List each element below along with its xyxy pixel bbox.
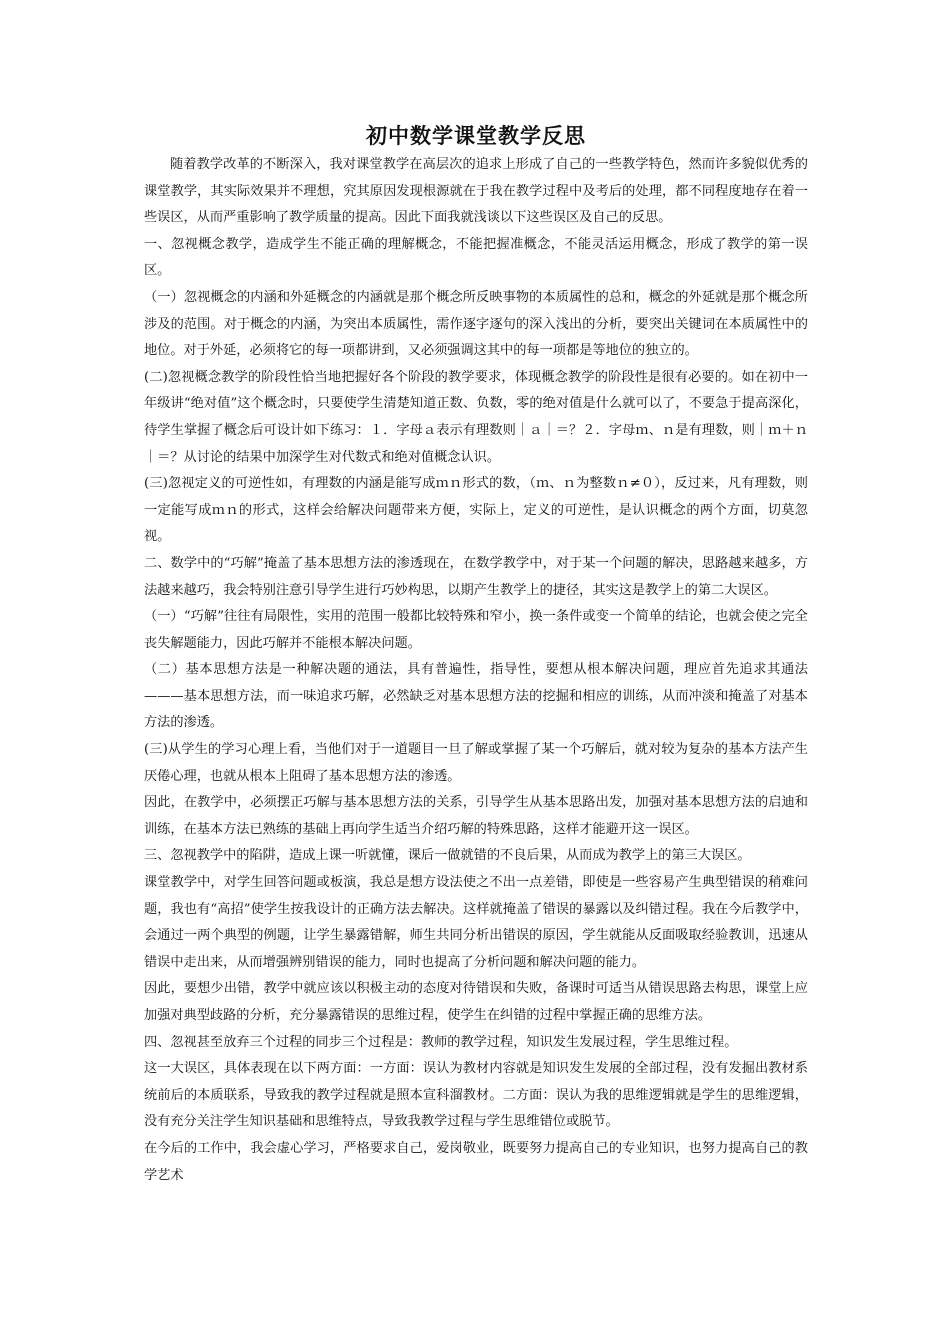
paragraph-1-3: (三)忽视定义的可逆性如，有理数的内涵是能写成ｍｎ形式的数，（ｍ、ｎ为整数ｎ≠０），反过来，凡有理数，则一定能写成ｍｎ的形式，这样会给解决问题带来方便，实际上，定义的可逆性，是认识概念的两个方面，切莫忽视。 [144, 476, 808, 545]
paragraph-2-3: (三)从学生的学习心理上看，当他们对于一道题目一旦了解或掌握了某一个巧解后，就对较为复杂的基本方法产生厌倦心理，也就从根本上阻碍了基本思想方法的渗透。 [144, 742, 808, 784]
paragraph-2-1: （一）“巧解”往往有局限性，实用的范围一般都比较特殊和窄小，换一条件或变一个简单的结论，也就会使之完全丧失解题能力，因此巧解并不能根本解决问题。 [144, 609, 808, 651]
paragraph-1-2: (二)忽视概念教学的阶段性恰当地把握好各个阶段的教学要求，体现概念教学的阶段性是很有必要的。如在初中一年级讲“绝对值”这个概念时，只要使学生清楚知道正数、负数，零的绝对值是什么就可以了，不要急于提高深化，待学生掌握了概念后可设计如下练习：１．字母ａ表示有理数则｜ａ｜＝？２．字母ｍ、ｎ是有理数，则｜ｍ＋ｎ｜＝？从讨论的结果中加深学生对代数式和绝对值概念认识。 [144, 369, 808, 465]
paragraph-3-conclusion: 因此，要想少出错，教学中就应该以积极主动的态度对待错误和失败，备课时可适当从错误思路去构思，课堂上应加强对典型歧路的分析，充分暴露错误的思维过程，使学生在纠错的过程中掌握正确的思维方法。 [144, 981, 808, 1023]
paragraph-4-1: 这一大误区，具体表现在以下两方面：一方面：误认为教材内容就是知识发生发展的全部过程，没有发掘出教材系统前后的本质联系，导致我的教学过程就是照本宣科溜教材。二方面：误认为我的思维逻辑就是学生的思维逻辑，没有充分关注学生知识基础和思维特点，导致我教学过程与学生思维错位或脱节。 [144, 1061, 808, 1130]
paragraph-section-2-heading: 二、数学中的“巧解”掩盖了基本思想方法的渗透现在，在数学教学中，对于某一个问题的解决，思路越来越多，方法越来越巧，我会特别注意引导学生进行巧妙构思，以期产生教学上的捷径，其实这是教学上的第二大误区。 [144, 555, 808, 598]
paragraph-1-1: （一）忽视概念的内涵和外延概念的内涵就是那个概念所反映事物的本质属性的总和，概念的外延就是那个概念所涉及的范围。对于概念的内涵，为突出本质属性，需作逐字逐句的深入浅出的分析，要突出关键词在本质属性中的地位。对于外延，必须将它的每一项都讲到，又必须强调这其中的每一项都是等地位的独立的。 [144, 289, 808, 359]
document-title: 初中数学课堂教学反思 [366, 124, 586, 148]
paragraph-intro: 随着教学改革的不断深入，我对课堂教学在高层次的追求上形成了自己的一些教学特色，然而许多貌似优秀的课堂教学，其实际效果并不理想，究其原因发现根源就在于我在教学过程中及考后的处理，都不同程度地存在着一些误区，从而严重影响了教学质量的提高。因此下面我就浅谈以下这些误区及自己的反思。 [144, 157, 808, 226]
paragraph-section-1-heading: 一、忽视概念教学，造成学生不能正确的理解概念，不能把握准概念，不能灵活运用概念，形成了教学的第一误区。 [144, 236, 808, 279]
document-body [144, 122, 808, 1189]
paragraph-section-4-heading: 四、忽视甚至放弃三个过程的同步三个过程是：教师的教学过程，知识发生发展过程，学生思维过程。 [144, 1034, 738, 1050]
paragraph-3-1: 课堂教学中，对学生回答问题或板演，我总是想方设法使之不出一点差错，即使是一些容易产生典型错误的稍难问题，我也有“高招”使学生按我设计的正确方法去解决。这样就掩盖了错误的暴露以及纠错过程。我在今后教学中，会通过一两个典型的例题，让学生暴露错解，师生共同分析出错误的原因，学生就能从反面吸取经验教训，迅速从错误中走出来，从而增强辨别错误的能力，同时也提高了分析问题和解决问题的能力。 [144, 875, 808, 970]
paragraph-2-conclusion: 因此，在教学中，必须摆正巧解与基本思想方法的关系，引导学生从基本思路出发，加强对基本思想方法的启迪和训练，在基本方法已熟练的基础上再向学生适当介绍巧解的特殊思路，这样才能避开这一误区。 [144, 795, 808, 837]
paragraph-section-3-heading: 三、忽视教学中的陷阱，造成上课一听就懂，课后一做就错的不良后果，从而成为教学上的第三大误区。 [144, 848, 751, 864]
paragraph-2-2: （二）基本思想方法是一种解决题的通法，具有普遍性，指导性，要想从根本解决问题，理应首先追求其通法———基本思想方法，而一味追求巧解，必然缺乏对基本思想方法的挖掘和相应的训练，从而冲淡和掩盖了对基本方法的渗透。 [144, 662, 808, 731]
paragraph-closing: 在今后的工作中，我会虚心学习，严格要求自己，爱岗敬业，既要努力提高自己的专业知识，也努力提高自己的教学艺术 [144, 1140, 808, 1183]
